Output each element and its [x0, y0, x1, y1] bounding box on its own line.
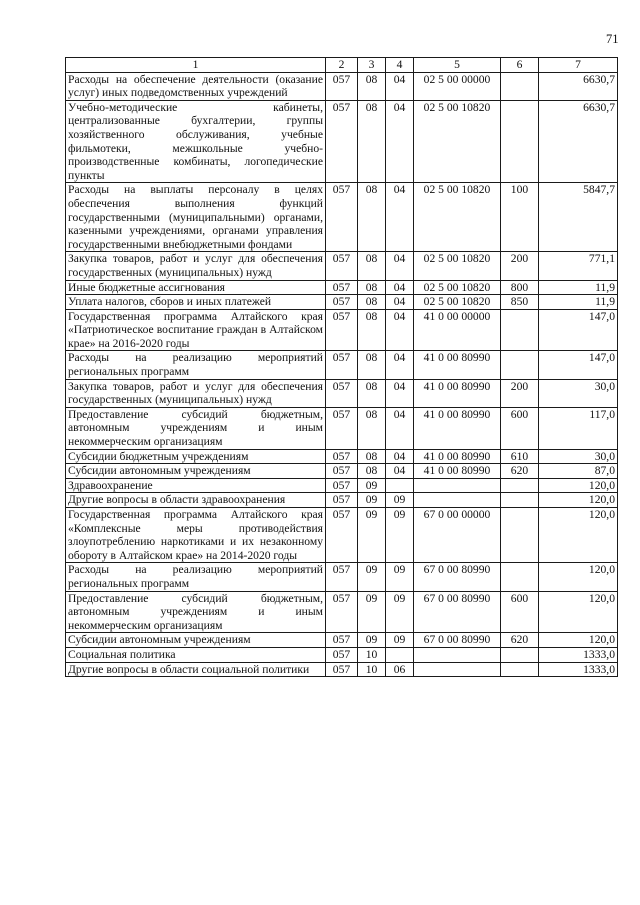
row-code-2: 057: [326, 280, 358, 295]
row-name: Субсидии автономным учреждениям: [66, 464, 326, 479]
row-code-6: 600: [501, 591, 539, 633]
row-amount: 30,0: [539, 449, 618, 464]
row-code-2: 057: [326, 379, 358, 407]
row-code-2: 057: [326, 633, 358, 648]
table-row: [66, 407, 618, 449]
row-code-6: [501, 493, 539, 508]
row-code-6: 200: [501, 379, 539, 407]
table-row: [66, 647, 618, 662]
row-name: Государственная программа Алтайского края «Патриотическое воспитание граждан в Алтайском крае» на 2016-2020 годы: [66, 309, 326, 351]
row-code-2: 057: [326, 183, 358, 252]
row-code-5: [414, 493, 501, 508]
row-code-3: 09: [358, 591, 386, 633]
row-code-2: 057: [326, 295, 358, 310]
table-row: [66, 379, 618, 407]
header-cell: 2: [326, 58, 358, 73]
table-body: [66, 72, 618, 677]
row-code-6: 600: [501, 407, 539, 449]
row-name: Предоставление субсидий бюджетным, автономным учреждениям и иным некоммерческим организациям: [66, 591, 326, 633]
row-code-6: [501, 309, 539, 351]
table-row: [66, 183, 618, 252]
row-name: Расходы на реализацию мероприятий региональных программ: [66, 563, 326, 591]
row-code-3: 09: [358, 508, 386, 563]
table-row: [66, 295, 618, 310]
row-code-5: 67 0 00 80990: [414, 633, 501, 648]
row-code-4: 09: [386, 508, 414, 563]
row-code-4: 09: [386, 563, 414, 591]
row-code-2: 057: [326, 647, 358, 662]
row-code-4: 04: [386, 252, 414, 280]
row-name: Другие вопросы в области социальной политики: [66, 662, 326, 677]
row-code-4: 04: [386, 464, 414, 479]
header-cell: 4: [386, 58, 414, 73]
row-code-2: 057: [326, 464, 358, 479]
row-code-3: 08: [358, 280, 386, 295]
row-code-6: 200: [501, 252, 539, 280]
row-name: Учебно-методические кабинеты, централизованные бухгалтерии, группы хозяйственного обслуживания, учебные фильмотеки, межшкольные учебно-производственные комбинаты, логопедические пункты: [66, 100, 326, 183]
row-code-4: 09: [386, 633, 414, 648]
row-code-3: 08: [358, 309, 386, 351]
row-amount: 30,0: [539, 379, 618, 407]
row-code-4: 04: [386, 72, 414, 100]
row-name: Расходы на обеспечение деятельности (оказание услуг) иных подведомственных учреждений: [66, 72, 326, 100]
row-amount: 11,9: [539, 295, 618, 310]
row-amount: 87,0: [539, 464, 618, 479]
header-cell: 3: [358, 58, 386, 73]
row-code-6: 100: [501, 183, 539, 252]
row-code-3: 10: [358, 662, 386, 677]
row-code-5: [414, 662, 501, 677]
row-code-4: 04: [386, 379, 414, 407]
header-cell: 7: [539, 58, 618, 73]
table-row: [66, 662, 618, 677]
row-amount: 1333,0: [539, 662, 618, 677]
row-code-6: 610: [501, 449, 539, 464]
row-amount: 5847,7: [539, 183, 618, 252]
row-name: Предоставление субсидий бюджетным, автономным учреждениям и иным некоммерческим организациям: [66, 407, 326, 449]
row-code-3: 09: [358, 563, 386, 591]
row-code-5: 67 0 00 80990: [414, 563, 501, 591]
row-code-6: [501, 508, 539, 563]
row-code-3: 09: [358, 493, 386, 508]
header-cell: 1: [66, 58, 326, 73]
table-row: [66, 493, 618, 508]
table-row: [66, 633, 618, 648]
row-name: Закупка товаров, работ и услуг для обеспечения государственных (муниципальных) нужд: [66, 252, 326, 280]
row-code-6: [501, 563, 539, 591]
table-row: [66, 508, 618, 563]
row-code-2: 057: [326, 100, 358, 183]
header-cell: 5: [414, 58, 501, 73]
row-code-2: 057: [326, 563, 358, 591]
row-code-6: [501, 662, 539, 677]
row-code-2: 057: [326, 478, 358, 493]
row-amount: 147,0: [539, 309, 618, 351]
row-code-4: 04: [386, 449, 414, 464]
table-row: [66, 351, 618, 379]
row-name: Другие вопросы в области здравоохранения: [66, 493, 326, 508]
budget-table: [65, 57, 618, 677]
row-name: Здравоохранение: [66, 478, 326, 493]
row-code-3: 08: [358, 183, 386, 252]
table-row: [66, 309, 618, 351]
row-code-4: [386, 478, 414, 493]
row-code-5: [414, 647, 501, 662]
row-code-5: 02 5 00 00000: [414, 72, 501, 100]
row-name: Субсидии бюджетным учреждениям: [66, 449, 326, 464]
table-row: [66, 252, 618, 280]
row-code-5: 41 0 00 80990: [414, 464, 501, 479]
row-code-4: 06: [386, 662, 414, 677]
row-amount: 120,0: [539, 633, 618, 648]
row-code-2: 057: [326, 493, 358, 508]
row-code-2: 057: [326, 508, 358, 563]
row-code-5: 41 0 00 00000: [414, 309, 501, 351]
row-code-4: 04: [386, 351, 414, 379]
row-code-5: 02 5 00 10820: [414, 280, 501, 295]
row-amount: 120,0: [539, 478, 618, 493]
table-row: [66, 478, 618, 493]
header-cell: 6: [501, 58, 539, 73]
row-code-5: 67 0 00 00000: [414, 508, 501, 563]
row-code-6: [501, 647, 539, 662]
row-code-4: [386, 647, 414, 662]
row-code-3: 08: [358, 464, 386, 479]
table-row: [66, 100, 618, 183]
row-code-2: 057: [326, 252, 358, 280]
table-row: [66, 464, 618, 479]
row-code-3: 09: [358, 478, 386, 493]
row-name: Расходы на выплаты персоналу в целях обеспечения выполнения функций государственными (муниципальными) органами, казенными учреждениями, органами управления государственными внебюджетными фондами: [66, 183, 326, 252]
row-code-3: 09: [358, 633, 386, 648]
row-code-5: 41 0 00 80990: [414, 379, 501, 407]
row-code-6: 620: [501, 633, 539, 648]
row-code-6: 800: [501, 280, 539, 295]
row-amount: 117,0: [539, 407, 618, 449]
row-amount: 120,0: [539, 508, 618, 563]
row-amount: 6630,7: [539, 100, 618, 183]
table-row: [66, 280, 618, 295]
header-row: [66, 58, 618, 73]
row-code-2: 057: [326, 662, 358, 677]
row-amount: 11,9: [539, 280, 618, 295]
row-code-5: [414, 478, 501, 493]
row-code-2: 057: [326, 407, 358, 449]
row-name: Субсидии автономным учреждениям: [66, 633, 326, 648]
row-name: Государственная программа Алтайского края «Комплексные меры противодействия злоупотреблению наркотиками и их незаконному обороту в Алтайском крае» на 2014-2020 годы: [66, 508, 326, 563]
table-row: [66, 72, 618, 100]
row-code-6: 620: [501, 464, 539, 479]
row-code-4: 04: [386, 280, 414, 295]
row-code-4: 04: [386, 309, 414, 351]
row-code-5: 41 0 00 80990: [414, 449, 501, 464]
row-code-6: [501, 478, 539, 493]
row-code-2: 057: [326, 72, 358, 100]
row-code-3: 08: [358, 72, 386, 100]
row-code-5: 67 0 00 80990: [414, 591, 501, 633]
row-code-4: 09: [386, 493, 414, 508]
row-code-6: [501, 72, 539, 100]
row-name: Социальная политика: [66, 647, 326, 662]
row-code-4: 04: [386, 295, 414, 310]
row-code-3: 08: [358, 351, 386, 379]
row-code-2: 057: [326, 309, 358, 351]
row-amount: 120,0: [539, 591, 618, 633]
row-amount: 1333,0: [539, 647, 618, 662]
row-code-2: 057: [326, 591, 358, 633]
row-code-3: 08: [358, 100, 386, 183]
row-code-6: 850: [501, 295, 539, 310]
row-code-4: 04: [386, 100, 414, 183]
row-amount: 120,0: [539, 493, 618, 508]
row-code-6: [501, 100, 539, 183]
row-code-6: [501, 351, 539, 379]
row-code-5: 02 5 00 10820: [414, 183, 501, 252]
table-row: [66, 563, 618, 591]
table-row: [66, 449, 618, 464]
row-code-5: 41 0 00 80990: [414, 351, 501, 379]
row-code-3: 08: [358, 252, 386, 280]
row-code-2: 057: [326, 449, 358, 464]
row-name: Расходы на реализацию мероприятий региональных программ: [66, 351, 326, 379]
table-row: [66, 591, 618, 633]
row-code-5: 02 5 00 10820: [414, 100, 501, 183]
row-name: Закупка товаров, работ и услуг для обеспечения государственных (муниципальных) нужд: [66, 379, 326, 407]
row-code-2: 057: [326, 351, 358, 379]
row-name: Уплата налогов, сборов и иных платежей: [66, 295, 326, 310]
row-code-5: 02 5 00 10820: [414, 252, 501, 280]
row-code-3: 08: [358, 379, 386, 407]
row-amount: 771,1: [539, 252, 618, 280]
row-code-3: 08: [358, 407, 386, 449]
row-code-4: 04: [386, 407, 414, 449]
row-amount: 147,0: [539, 351, 618, 379]
row-amount: 120,0: [539, 563, 618, 591]
row-code-5: 41 0 00 80990: [414, 407, 501, 449]
row-code-4: 04: [386, 183, 414, 252]
page-number: 71: [606, 32, 619, 46]
row-name: Иные бюджетные ассигнования: [66, 280, 326, 295]
row-code-3: 08: [358, 295, 386, 310]
row-code-3: 10: [358, 647, 386, 662]
row-code-3: 08: [358, 449, 386, 464]
row-code-4: 09: [386, 591, 414, 633]
row-amount: 6630,7: [539, 72, 618, 100]
row-code-5: 02 5 00 10820: [414, 295, 501, 310]
